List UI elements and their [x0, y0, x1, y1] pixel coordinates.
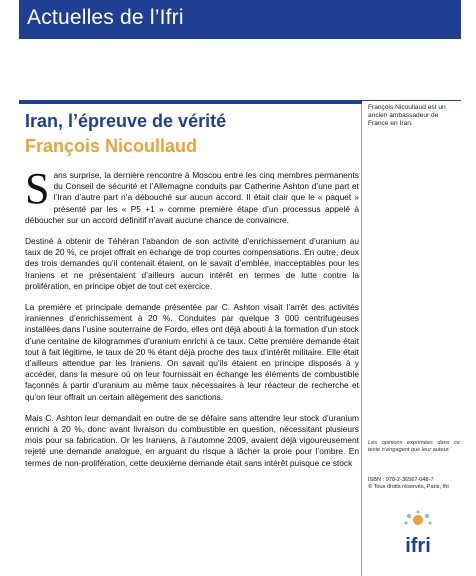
- logo-text: ifri: [405, 535, 431, 557]
- rights-notice: © Tous droits réservés, Paris, Ifri: [368, 484, 449, 490]
- drop-cap: S: [25, 164, 50, 213]
- article-title: Iran, l’épreuve de vérité: [25, 111, 227, 131]
- paragraph-2: Destiné à obtenir de Téhéran l’abandon de son activité d’enrichissement d’uranium au taux de 20 %, ce projet offrait en échange de trop courtes compensations. En outre, deux des trois demandes qu’il contenait étaient, on le savait d’emblée, inacceptables pour les Iraniens et ne présentaient d’ailleurs aucun intérêt en termes de lutte contre la prolifération, en principe objet de tout cet exercice.: [25, 236, 359, 291]
- ifri-logo-icon: [398, 510, 438, 570]
- paragraph-1: [25, 164, 359, 226]
- title-rule: [19, 100, 362, 104]
- article-body: [25, 164, 359, 479]
- publication-info: [368, 477, 460, 491]
- paragraph-3: La première et principale demande présentée par C. Ashton visait l’arrêt des activités iraniennes d’enrichissement à 20 %. Conduites par quelque 3 000 centrifugeuses installées dans l’usine souterraine de Fordo, elles ont déjà abouti à la formation d’un stock d’une centaine de kilogrammes d’uranium enrichi à ce taux. Cette première demande était tout à fait légitime, le taux de 20 % étant déjà proche des taux d’intérêt militaire. Elle était d’ailleurs attendue par les Iraniens. On savait qu’ils étaient en principe disposés à y accéder, dans la mesure où on leur fournissait en échange les éléments de combustible façonnés à partir d’uranium au même taux nécessaires à leur réacteur de recherche et qu’on leur offrait un certain allègement des sanctions.: [25, 302, 359, 402]
- sidebar-top-rule: [361, 100, 461, 101]
- paragraph-1-text: ans surprise, la dernière rencontre à Moscou entre les cinq membres permanents du Conseil de sécurité et l’Allemagne conduits par Catherine Ashton d’une part et l’Iran d’autre part n’a débouché sur aucun accord. Il était clair que le « paquet » présenté par les « P5 +1 » comme première étape d’un processus appelé à déboucher sur un accord définitif n’avait aucune chance de convaincre.: [25, 170, 359, 225]
- column-divider: [361, 104, 362, 576]
- paragraph-4: Mais C. Ashton leur demandait en outre de se défaire sans attendre leur stock d’uranium enrichi à 20 %, donc avant livraison du combustible en question, nécessitant plusieurs mois pour sa fabrication. Or les Iraniens, à l’automne 2009, avaient déjà vigoureusement rejeté une demande analogue, en arguant du risque à lâcher la proie pour l’ombre. En termes de non-prolifération, cette deuxième demande était sans intérêt puisque ce stock: [25, 412, 359, 468]
- header-banner: [19, 0, 461, 39]
- isbn: ISBN : 978-2-36567-048-7: [368, 477, 434, 483]
- banner-title: Actuelles de l’Ifri: [27, 6, 184, 29]
- disclaimer: Les opinions exprimées dans ce texte n’engagent que leur auteur.: [368, 440, 460, 453]
- article-author: François Nicoullaud: [25, 136, 198, 156]
- author-note: François Nicoullaud est un ancien ambassadeur de France en Iran.: [368, 104, 446, 128]
- ifri-logo: [398, 510, 438, 570]
